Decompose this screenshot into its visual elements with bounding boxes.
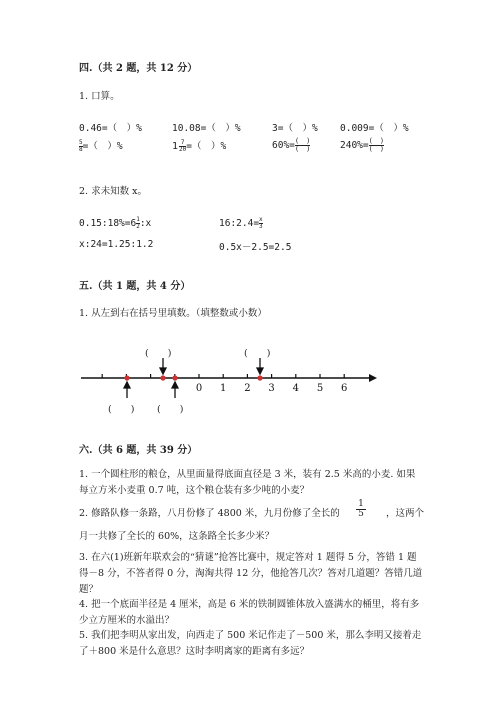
- problem-2-fraction: $\frac{1}{5}$: [356, 500, 366, 519]
- oral-item-3: 3=（ ）%: [272, 123, 318, 134]
- oral-item-7: 60%= $\frac{( )}{( )}$: [272, 137, 311, 153]
- fraction: $\frac{7}{20}$: [179, 139, 187, 153]
- answer-blank-top-1: ( ): [145, 348, 172, 359]
- point-marker: [160, 375, 165, 380]
- problem-2-line-1-tail: ，这两个: [386, 508, 425, 519]
- point-marker: [257, 375, 262, 380]
- question-2-label: 2. 求未知数 x。: [79, 186, 147, 197]
- question-1-label: 1. 口算。: [79, 91, 120, 102]
- equation-4: 0.5x－2.5=2.5: [219, 242, 292, 253]
- fraction: $\frac{1}{2}$: [136, 216, 140, 230]
- down-arrow-icon: [257, 368, 263, 374]
- answer-blank-top-2: ( ): [244, 348, 271, 359]
- answer-blank-bottom-1: ( ): [108, 404, 135, 415]
- oral-item-6: 1 $\frac{7}{20}$ =（ ）%: [172, 139, 227, 153]
- problem-4: 4. 把一个底面半径是 4 厘米，高是 6 米的铁制圆锥体放入盛满水的桶里，将有多少立方厘米的水溢出？: [79, 599, 420, 626]
- fraction: $\frac{( )}{( )}$: [368, 137, 385, 153]
- tick-group: [102, 374, 347, 394]
- oral-item-1: 0.46=（ ）%: [79, 123, 142, 134]
- up-arrow-icon: [124, 382, 130, 388]
- up-arrows: [124, 382, 178, 398]
- problem-2-line-2: 月一共修了全长的 60%，这条路全长多少米？: [79, 531, 275, 542]
- problem-2-line-1: 2. 修路队修一条路，八月份修了 4800 米，九月份修了全长的: [79, 508, 340, 519]
- answer-blank-bottom-2: ( ): [157, 404, 184, 415]
- section-4-title: 四.（共 2 题，共 12 分）: [79, 63, 198, 74]
- section-6-title: 六.（共 6 题，共 39 分）: [79, 445, 198, 456]
- down-arrow-icon: [160, 368, 166, 374]
- section-5-title: 五.（共 1 题，共 4 分）: [79, 281, 191, 292]
- fraction: $\frac{5}{8}$: [79, 139, 83, 153]
- tick-label: 2: [244, 383, 251, 394]
- problem-3: 3. 在六(1)班新年联欢会的“猜谜”抢答比赛中，规定答对 1 题得 5 分，答错 1 题得－8 分，不答者得 0 分，淘淘共得 12 分，他抢答几次？答对几道题？答错几道题？: [79, 552, 423, 595]
- problem-5: 5. 我们把李明从家出发，向西走了 500 米记作走了－500 米，那么李明又接着走了＋800 米是什么意思？这时李明离家的距离有多远？: [79, 630, 422, 657]
- tick-label: 1: [220, 383, 227, 394]
- equation-3: x:24=1.25:1.2: [79, 239, 154, 250]
- oral-item-8: 240%= $\frac{( )}{( )}$: [340, 137, 385, 153]
- tick-label: 5: [316, 383, 324, 394]
- oral-item-2: 10.08=（ ）%: [172, 123, 241, 134]
- oral-item-4: 0.009=（ ）%: [340, 123, 409, 134]
- point-marker: [124, 375, 129, 380]
- tick-label: 4: [292, 383, 299, 394]
- problem-1: 1. 一个圆柱形的粮仓，从里面量得底面直径是 3 米，装有 2.5 米高的小麦. 如果每立方米小麦重 0.7 吨，这个粮仓装有多少吨的小麦？: [79, 469, 416, 496]
- oral-item-5: $\frac{5}{8}$ =（ ）%: [79, 139, 123, 153]
- fraction: $\frac{x}{3}$: [259, 216, 263, 230]
- down-arrows: [160, 358, 263, 374]
- up-arrow-icon: [172, 382, 178, 388]
- tick-label: 0: [195, 383, 203, 394]
- point-marker: [172, 375, 177, 380]
- equation-1: 0.15:18%=6 $\frac{1}{2}$ :x: [79, 216, 152, 230]
- equation-2: 16:2.4= $\frac{x}{3}$: [219, 216, 263, 230]
- tick-label: 6: [341, 383, 348, 394]
- question-1-label: 1. 从左到右在括号里填数。（填整数或小数）: [79, 308, 267, 319]
- fraction: $\frac{( )}{( )}$: [294, 137, 311, 153]
- tick-label: 3: [268, 383, 275, 394]
- number-line-arrowhead: [369, 374, 377, 382]
